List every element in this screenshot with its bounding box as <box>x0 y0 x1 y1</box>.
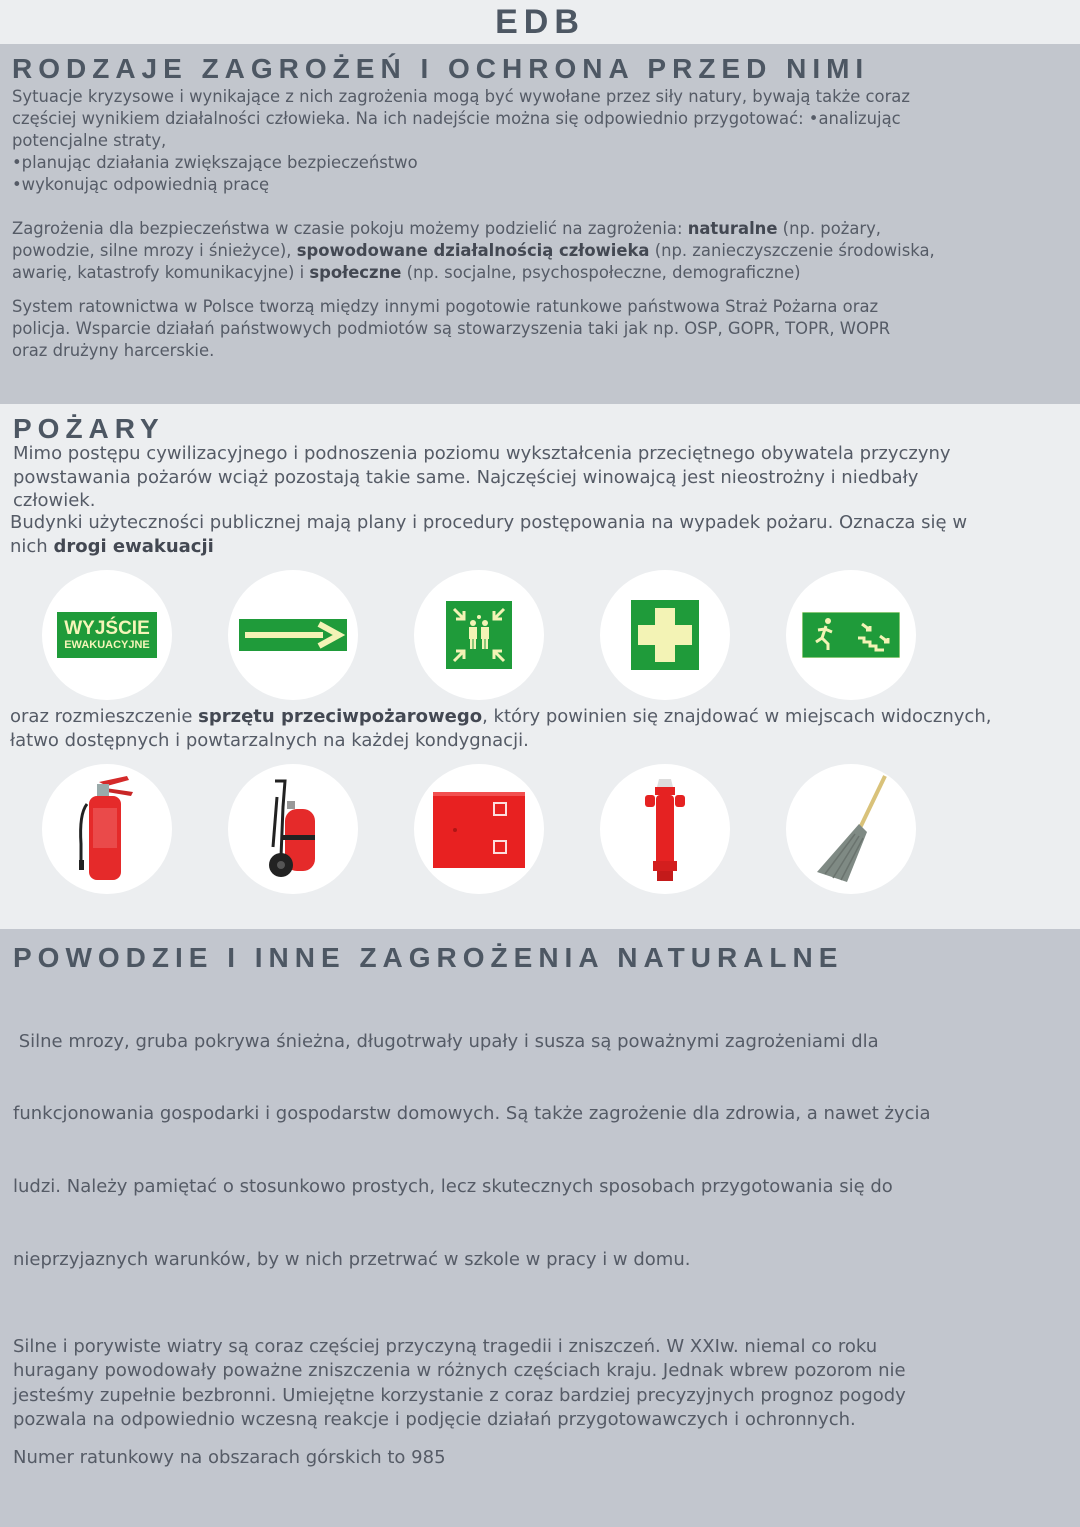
evacuation-signs-row <box>12 570 1040 700</box>
fire-equipment-row <box>12 764 1040 894</box>
fire-hydrant <box>600 764 730 894</box>
intro-paragraph: Sytuacje kryzysowe i wynikające z nich zagrożenia mogą być wywołane przez siły natury, bywają także coraz częściej wynikiem działalności człowieka. Na ich nadejście można się odpowiednio przygotować: •analizując potencjalne straty, •planując działania zwiększające bezpieczeństwo •wykonując odpowiednią pracę <box>12 86 1040 196</box>
term-fire-equipment: sprzętu przeciwpożarowego <box>198 706 483 728</box>
fire-beater-icon <box>811 774 891 884</box>
emergency-exit-sign: WYJŚCIE EWAKUACYJNE <box>42 570 172 700</box>
section-title: POŻARY <box>13 413 165 444</box>
stairs-exit-sign <box>786 570 916 700</box>
running-man-stairs-icon <box>802 612 900 658</box>
page-header <box>0 0 1080 44</box>
section-natural-threats <box>0 929 1080 1527</box>
term-evacuation-routes: drogi ewakuacji <box>53 535 214 557</box>
section-title: RODZAJE ZAGROŻEŃ I OCHRONA PRZED NIMI <box>12 53 870 84</box>
bullet-item: •planując działania zwiększające bezpieczeństwo <box>12 153 418 172</box>
assembly-point-icon <box>446 601 512 669</box>
section-title: POWODZIE I INNE ZAGROŻENIA NATURALNE <box>13 942 844 973</box>
section-fires <box>0 404 1080 929</box>
section-threat-types <box>0 44 1080 404</box>
wind-paragraph: Silne i porywiste wiatry są coraz częściej przyczyną tragedii i zniszczeń. W XXIw. niemal co roku huragany powodowały poważne zniszczenia w różnych częściach kraju. Jednak wbrew pozorom nie jesteśmy zupełnie bezbronni. Umiejętne korzystanie z coraz bardziej precyzyjnych prognoz pogody pozwala na odpowiednio wczesną reakcje i podjęcie działań przygotowawczych i ochronnych. <box>13 1336 906 1431</box>
fire-hydrant-icon <box>643 777 687 881</box>
term-natural: naturalne <box>687 219 778 238</box>
arrow-right-icon <box>239 619 347 651</box>
term-human-caused: spowodowane działalnością człowieka <box>296 241 650 260</box>
wheeled-extinguisher-icon <box>267 777 319 881</box>
fire-extinguisher <box>42 764 172 894</box>
bullet-item: •wykonując odpowiednią pracę <box>12 175 270 194</box>
direction-arrow-sign <box>228 570 358 700</box>
hydrant-cabinet <box>414 764 544 894</box>
fire-extinguisher-icon <box>77 774 137 884</box>
fires-intro-paragraph: Mimo postępu cywilizacyjnego i podnoszenia poziomu wykształcenia przeciętnego obywatela przyczyny powstawania pożarów wciąż pozostają takie same. Najczęściej winowajcą jest nieostrożny i niedbały człowiek. <box>13 443 951 511</box>
fire-beater <box>786 764 916 894</box>
assembly-point-sign <box>414 570 544 700</box>
page-title: EDB <box>495 3 585 41</box>
mountain-rescue-number: Numer ratunkowy na obszarach górskich to 985 <box>13 1447 446 1469</box>
evacuation-paragraph: Budynki użyteczności publicznej mają plany i procedury postępowania na wypadek pożaru. Oznacza się w nich drogi ewakuacji <box>10 511 968 557</box>
hydrant-cabinet-icon <box>433 790 525 868</box>
first-aid-cross-icon <box>631 600 699 670</box>
term-social: społeczne <box>309 263 402 282</box>
rescue-system-paragraph: System ratownictwa w Polsce tworzą między innymi pogotowie ratunkowe państwowa Straż Pożarna oraz policja. Wsparcie działań państwowych podmiotów są stowarzyszenia taki jak np. OSP, GOPR, TOPR, WOPR oraz drużyny harcerskie. <box>12 297 891 360</box>
threat-categories-paragraph: Zagrożenia dla bezpieczeństwa w czasie pokoju możemy podzielić na zagrożenia: naturalne (np. pożary, powodzie, silne mrozy i śnieżyce), spowodowane działalnością człowieka (np. zanieczyszczenie środowiska, awarię, katastrofy komunikacyjne) i społeczne (np. socjalne, psychospołeczne, demograficzne) <box>12 219 935 282</box>
first-aid-sign <box>600 570 730 700</box>
cold-heat-paragraph: Silne mrozy, gruba pokrywa śnieżna, długotrwały upały i susza są poważnymi zagrożeniami dla funkcjonowania gospodarki i gospodarstw domowych. Są także zagrożenie dla zdrowia, a nawet życia ludzi. Należy pamiętać o stosunkowo prostych, lecz skutecznych sposobach przygotowania się do nieprzyjaznych warunków, by w nich przetrwać w szkole w pracy i w domu. <box>13 1030 931 1271</box>
equipment-paragraph: oraz rozmieszczenie sprzętu przeciwpożarowego, który powinien się znajdować w miejscach widocznych, łatwo dostępnych i powtarzalnych na każdej kondygnacji. <box>10 706 992 752</box>
wheeled-fire-extinguisher <box>228 764 358 894</box>
